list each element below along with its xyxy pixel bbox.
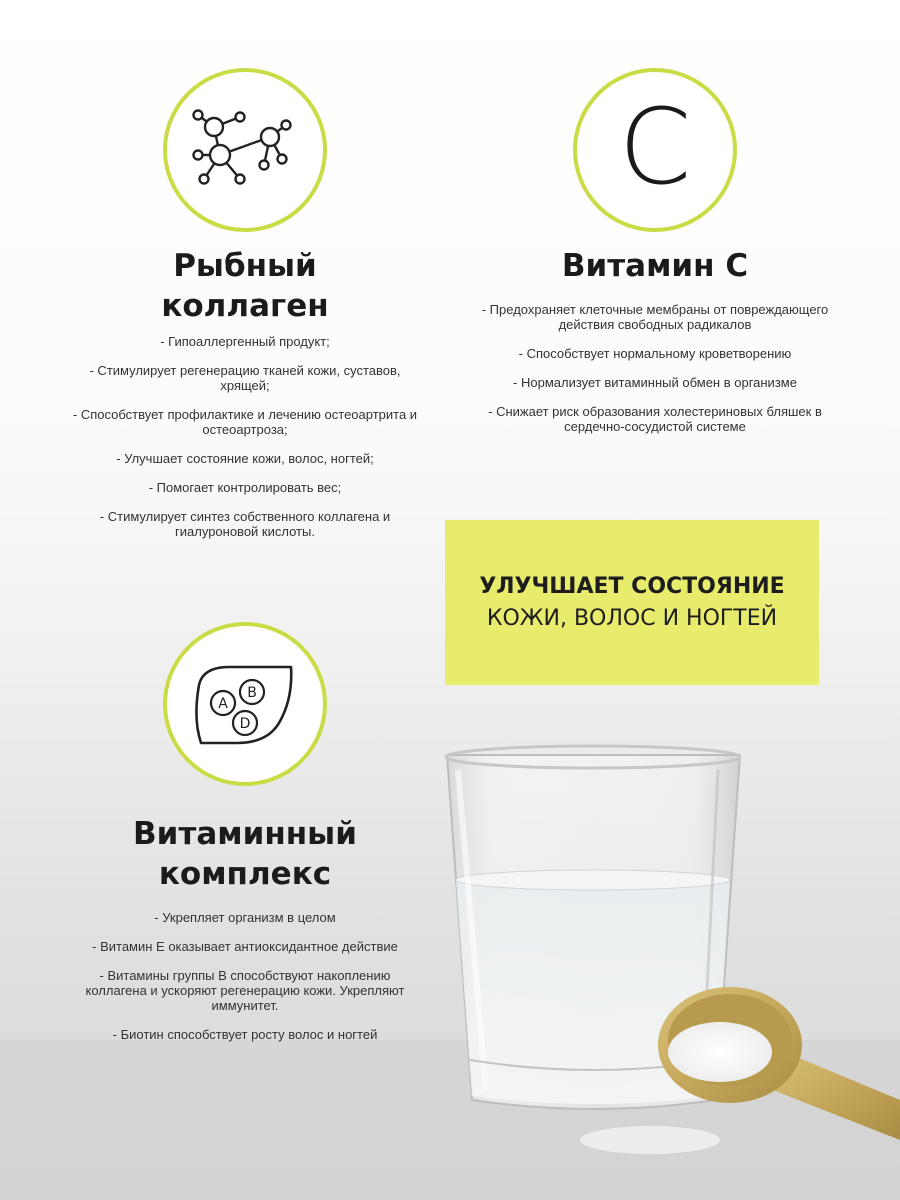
vitamin-letter-b: B	[247, 685, 257, 701]
vitamin-complex-benefits-list	[70, 910, 420, 1042]
molecule-icon	[190, 95, 300, 205]
list-item: - Стимулирует регенерацию тканей кожи, суставов, хрящей;	[89, 363, 401, 393]
list-item: - Укрепляет организм в целом	[154, 910, 336, 925]
list-item: - Предохраняет клеточные мембраны от повреждающего действия свободных радикалов	[481, 302, 829, 332]
vitamin-letter-d: D	[239, 716, 251, 732]
vitamin-c-benefits-list	[480, 302, 830, 434]
list-item: - Гипоаллергенный продукт;	[160, 334, 330, 349]
list-item: - Витамины группы В способствуют накоплению коллагена и ускоряют регенерацию кожи. Укрепляют иммунитет.	[85, 968, 405, 1013]
vitamin-letter-a: A	[218, 696, 228, 712]
list-item: - Снижает риск образования холестериновых бляшек в сердечно-сосудистой системе	[488, 404, 822, 434]
vitamin-complex-icon-ring	[163, 622, 327, 786]
vitamin-complex-title-line2: комплекс	[158, 856, 332, 892]
badge-line2: КОЖИ, ВОЛОС И НОГТЕЙ	[486, 605, 778, 631]
list-item: - Способствует профилактике и лечению остеоартрита и остеоартроза;	[72, 407, 418, 437]
vitamin-c-title: Витамин С	[561, 248, 749, 284]
collagen-icon-ring	[163, 68, 327, 232]
list-item: - Помогает контролировать вес;	[148, 480, 342, 495]
vitamin-complex-title	[70, 814, 420, 894]
list-item: - Стимулирует синтез собственного коллагена и гиалуроновой кислоты.	[99, 509, 391, 539]
vitamin-c-icon: C	[618, 86, 692, 208]
collagen-title-line2: коллаген	[161, 288, 329, 324]
collagen-benefits-list	[70, 334, 420, 539]
list-item: - Витамин Е оказывает антиоксидантное действие	[92, 939, 398, 954]
list-item: - Улучшает состояние кожи, волос, ногтей;	[116, 451, 374, 466]
list-item: - Нормализует витаминный обмен в организме	[513, 375, 797, 390]
list-item: - Способствует нормальному кроветворению	[518, 346, 792, 361]
collagen-title-line1: Рыбный	[173, 248, 317, 284]
collagen-title	[95, 246, 395, 326]
vitamin-c-icon-ring	[573, 68, 737, 232]
benefit-badge	[445, 520, 819, 685]
vitamin-complex-title-line1: Витаминный	[133, 816, 357, 852]
vitamins-abd-icon	[189, 659, 301, 749]
list-item: - Биотин способствует росту волос и ногтей	[112, 1027, 378, 1042]
badge-line1: УЛУЧШАЕТ СОСТОЯНИЕ	[479, 573, 785, 599]
